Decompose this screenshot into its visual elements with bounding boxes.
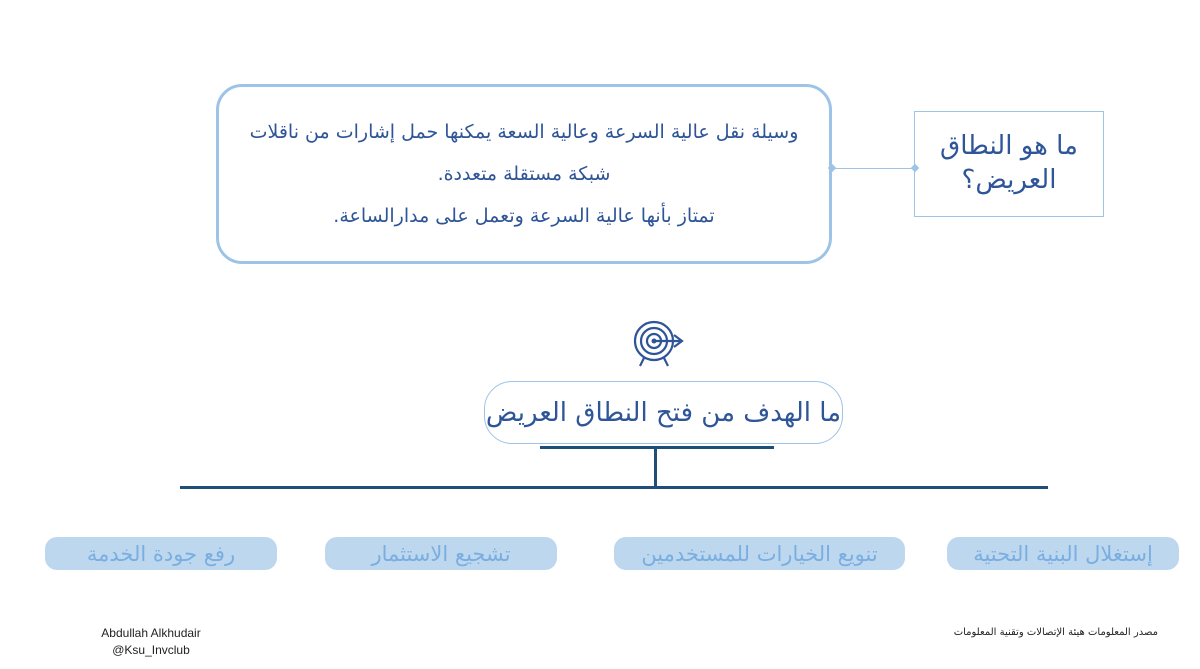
definition-text-2: تمتاز بأنها عالية السرعة وتعمل على مدارالساعة. [333, 205, 715, 227]
goal-item-label: إستغلال البنية التحتية [973, 541, 1153, 566]
goal-item-label: رفع جودة الخدمة [86, 541, 236, 566]
goal-item-infrastructure [947, 537, 1179, 570]
target-icon [630, 318, 688, 368]
goal-item-label: تشجيع الاستثمار [371, 541, 511, 566]
goal-item-label: تنويع الخيارات للمستخدمين [641, 541, 878, 566]
title-connector [832, 168, 916, 169]
title-line-1: ما هو النطاق [940, 131, 1078, 162]
source-note: مصدر المعلومات هيئة الإتصالات وتقنية المعلومات [953, 627, 1158, 638]
definition-text-1: وسيلة نقل عالية السرعة وعالية السعة يمكنها حمل إشارات من ناقلات شبكة مستقلة متعددة. [249, 121, 799, 185]
tree-stem [654, 448, 657, 488]
definition-box [216, 84, 832, 264]
goal-item-investment [325, 537, 557, 570]
title-box [914, 111, 1104, 217]
author-name: Abdullah Alkhudair [101, 626, 201, 640]
tree-branch [180, 486, 1048, 489]
goal-item-service-quality [45, 537, 277, 570]
title-line-2: العريض؟ [961, 165, 1057, 195]
author-handle: @Ksu_Invclub [112, 643, 190, 657]
author-credit [76, 625, 226, 659]
goal-heading-box [484, 381, 843, 444]
goal-underline [540, 446, 774, 449]
goal-heading: ما الهدف من فتح النطاق العريض [485, 397, 842, 428]
goal-item-user-options [614, 537, 905, 570]
